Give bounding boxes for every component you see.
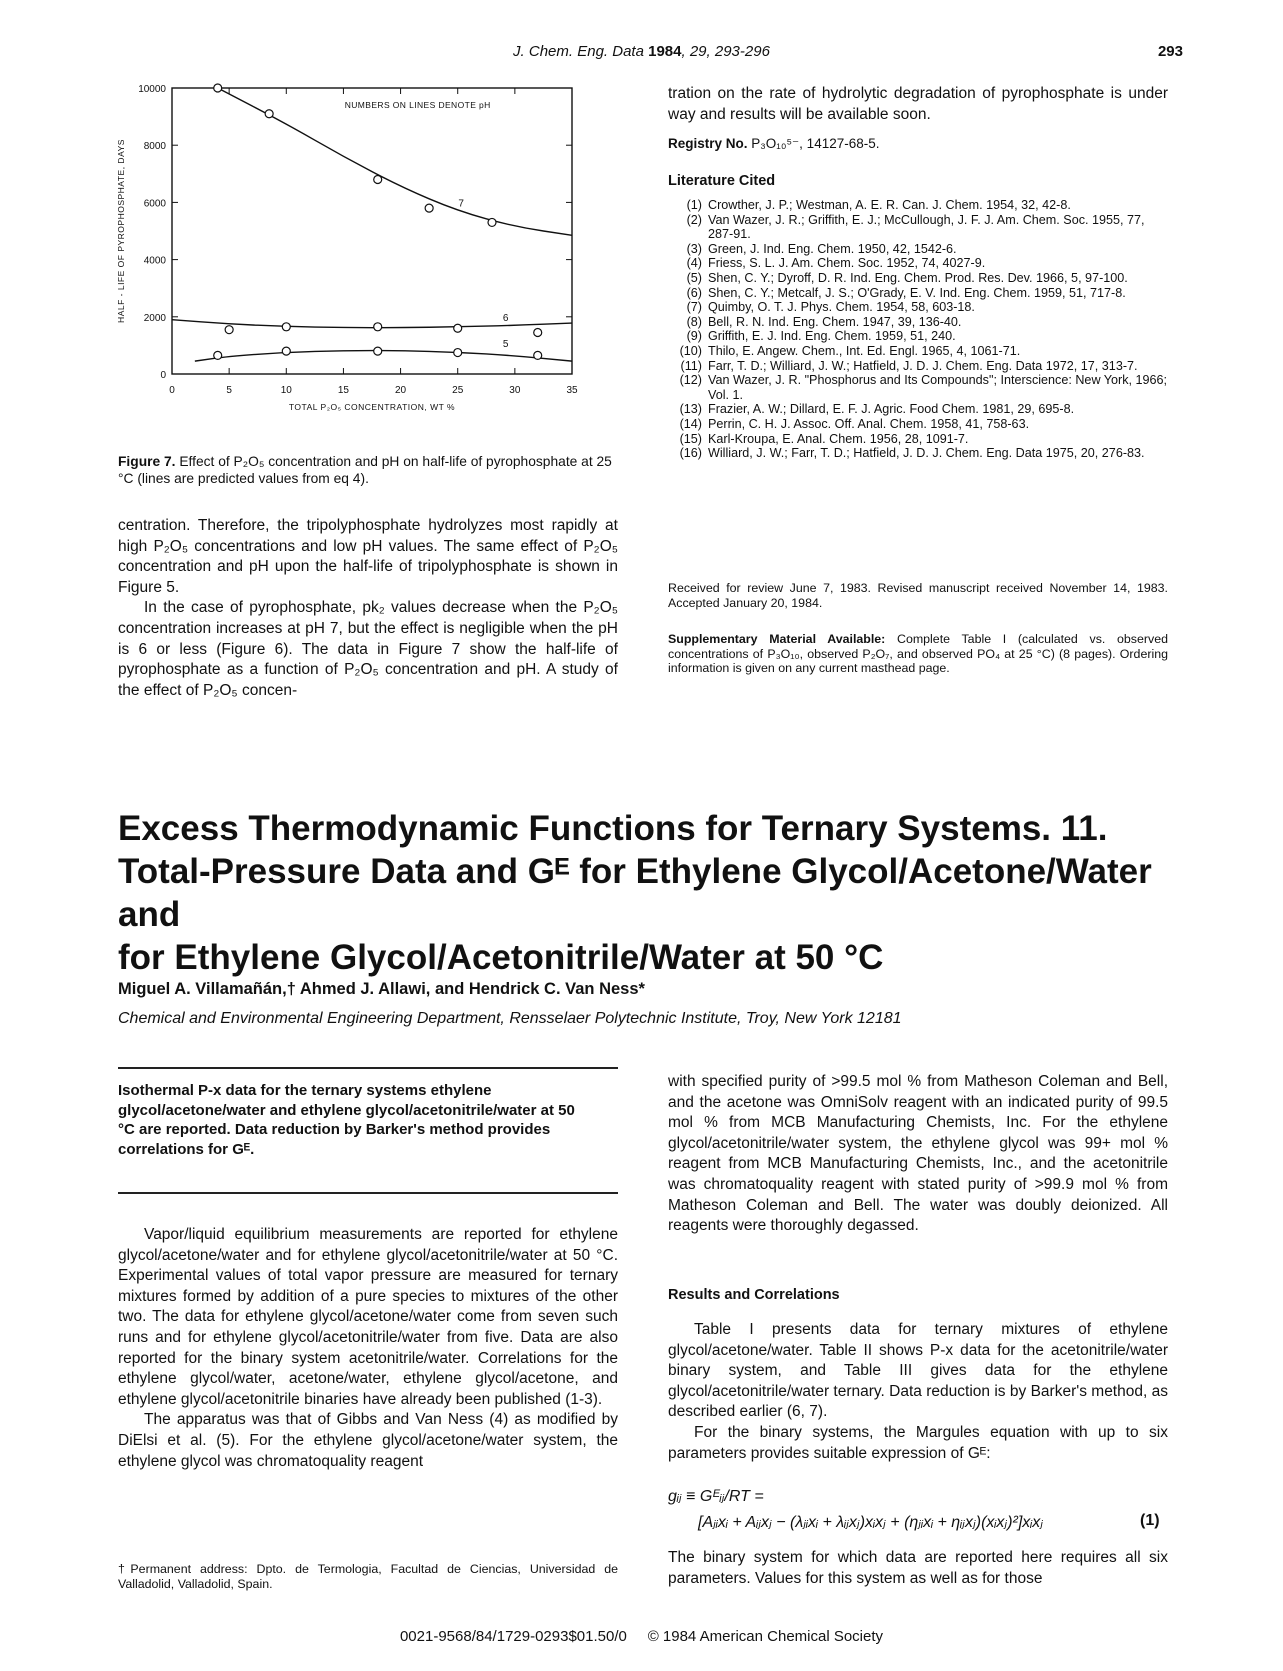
data-point-ph-7 — [265, 110, 273, 118]
journal-pages: 293-296 — [714, 43, 770, 60]
continuation-paragraph: tration on the rate of hydrolytic degradation of pyrophosphate is under way and results will be available soon. — [668, 85, 1168, 123]
title-line: Total-Pressure Data and Gᴱ for Ethylene Glycol/Acetone/Water and — [118, 852, 1152, 934]
reference-item — [668, 417, 1168, 432]
reference-number: (7) — [686, 300, 702, 315]
y-tick-label: 4000 — [143, 255, 166, 267]
figure-caption-label: Figure 7. — [118, 454, 176, 469]
journal-name: J. Chem. Eng. Data — [513, 43, 644, 60]
y-tick-label: 6000 — [143, 198, 166, 210]
paragraph: Table I presents data for ternary mixtures of ethylene glycol/acetone/water. Table II shows P-x data for the acetonitrile/water binary system, and Table III gives data for the ethylene glycol/acetonitrile/water ternary. Data reduction is by Barker's method, as described earlier (6, 7). — [668, 1321, 1168, 1421]
reference-number: (16) — [679, 446, 702, 461]
paragraph: centration. Therefore, the tripolyphosphate hydrolyzes most rapidly at high P₂O₅ concentrations and low pH values. The same effect of P₂O₅ concentration and pH upon the half-life of tripolyphosphate is shown in Figure 5. — [118, 517, 618, 596]
results-text — [668, 1320, 1168, 1464]
reference-number: (2) — [686, 212, 702, 227]
y-tick-label: 0 — [160, 370, 166, 381]
authors: Miguel A. Villamañán,† Ahmed J. Allawi, and Hendrick C. Van Ness* — [118, 980, 645, 998]
reference-number: (1) — [686, 198, 702, 212]
equation-number: (1) — [1140, 1512, 1160, 1529]
reference-text: Van Wazer, J. R. "Phosphorus and Its Compounds"; Interscience: New York, 1966; Vol. 1. — [708, 373, 1168, 402]
supplementary-text: Complete Table I (calculated vs. observed concentrations of P₃O₁₀, observed P₂O₇, and observed PO₄ at 25 °C) (8 pages). Ordering information is given on any current masthead page. — [668, 632, 1168, 676]
footnote: †Permanent address: Dpto. de Termologia, Facultad de Ciencias, Universidad de Valladolid, Valladolid, Spain. — [118, 1562, 618, 1591]
y-tick-label: 10000 — [138, 84, 166, 95]
page-number: 293 — [1157, 43, 1183, 60]
data-point-ph-5 — [374, 347, 382, 355]
reference-item — [668, 286, 1168, 301]
reference-text: Shen, C. Y.; Dyroff, D. R. Ind. Eng. Chem. Prod. Res. Dev. 1966, 5, 97-100. — [708, 270, 1128, 285]
figure-caption-text: Effect of P₂O₅ concentration and pH on half-life of pyrophosphate at 25 °C (lines are predicted values from eq 4). — [118, 454, 612, 486]
data-point-ph-5 — [282, 347, 290, 355]
supplementary-note — [668, 632, 1168, 676]
paragraph: In the case of pyrophosphate, pk₂ values decrease when the P₂O₅ concentration increases at pH 7, but the effect is negligible when the pH is 6 or less (Figure 6). The data in Figure 7 show the half-life of pyrophosphate as a function of P₂O₅ concentration and pH. A study of the effect of P₂O₅ concen- — [118, 599, 618, 699]
reference-number: (13) — [679, 402, 702, 417]
reference-item — [668, 446, 1168, 461]
reference-number: (4) — [686, 256, 702, 271]
left-body-text — [118, 1225, 618, 1472]
running-header: J. Chem. Eng. Data 1984, 29, 293-296 — [513, 43, 770, 60]
reference-item — [668, 300, 1168, 315]
journal-year: 1984 — [648, 43, 682, 60]
reference-item — [668, 256, 1168, 271]
paragraph: The apparatus was that of Gibbs and Van Ness (4) as modified by DiElsi et al. (5). For the ethylene glycol/acetone/water system, the ethylene glycol was chromatoquality reagent — [118, 1411, 618, 1470]
title-line: Excess Thermodynamic Functions for Ternary Systems. 11. — [118, 809, 1108, 848]
registry-line — [668, 137, 1168, 152]
y-tick-label: 2000 — [143, 312, 166, 324]
x-tick-label: 20 — [395, 385, 407, 396]
reference-text: Karl-Kroupa, E. Anal. Chem. 1956, 28, 1091-7. — [708, 431, 969, 446]
abstract: Isothermal P-x data for the ternary systems ethylene glycol/acetone/water and ethylene glycol/acetonitrile/water at 50 °C are reported. Data reduction by Barker's method provides correlations for Gᴱ. — [118, 1082, 575, 1158]
registry-text: P₃O₁₀⁵⁻, 14127-68-5. — [751, 136, 880, 151]
supplementary-label: Supplementary Material Available: — [668, 632, 886, 646]
data-point-ph-6 — [374, 323, 382, 331]
reference-item — [668, 402, 1168, 417]
results-heading: Results and Correlations — [668, 1287, 840, 1303]
reference-item — [668, 213, 1168, 242]
registry-label: Registry No. — [668, 136, 748, 151]
reference-number: (12) — [679, 373, 702, 388]
abstract-rule-top — [118, 1067, 618, 1069]
reference-text: Thilo, E. Angew. Chem., Int. Ed. Engl. 1965, 4, 1061-71. — [708, 343, 1021, 358]
reference-number: (15) — [679, 431, 702, 446]
closing-paragraph: The binary system for which data are reported here requires all six parameters. Values for this system as well as for those — [668, 1549, 1168, 1587]
journal-volume: 29 — [689, 43, 707, 60]
reference-text: Bell, R. N. Ind. Eng. Chem. 1947, 39, 136-40. — [708, 314, 962, 329]
reference-item — [668, 359, 1168, 374]
x-tick-label: 25 — [452, 385, 464, 396]
x-tick-label: 0 — [169, 385, 175, 396]
reference-number: (11) — [680, 358, 702, 373]
data-point-ph-5 — [214, 351, 222, 359]
x-tick-label: 35 — [566, 385, 578, 396]
equation-line-1: gᵢⱼ ≡ Gᴱᵢⱼ/RT = — [668, 1488, 764, 1505]
reference-text: Perrin, C. H. J. Assoc. Off. Anal. Chem. 1958, 41, 758-63. — [708, 416, 1030, 431]
reference-item — [668, 315, 1168, 330]
series-curve-ph-5 — [195, 351, 572, 362]
reference-item — [668, 242, 1168, 257]
data-point-ph-7 — [425, 204, 433, 212]
data-point-ph-6 — [454, 324, 462, 332]
paragraph: Vapor/liquid equilibrium measurements are reported for ethylene glycol/acetone/water and for ethylene glycol/acetonitrile/water at 50 °C. Experimental values of total vapor pressure are measured for ternary mixtures formed by addition of a pure species to mixtures of the other two. The data for ethylene glycol/acetone/water come from seven such runs and for ethylene glycol/acetonitrile/water from five. Data are also reported for the binary system acetonitrile/water. Correlations for the ethylene glycol/water, acetone/water, ethylene glycol/acetone, and ethylene glycol/acetonitrile binaries have already been published (1-3). — [118, 1226, 618, 1408]
title-line: for Ethylene Glycol/Acetonitrile/Water at 50 °C — [118, 938, 884, 977]
article-title — [118, 807, 1178, 979]
left-top-text — [118, 516, 618, 701]
reference-item — [668, 344, 1168, 359]
footer-copyright: © 1984 American Chemical Society — [647, 1628, 884, 1645]
reference-list — [668, 198, 1168, 461]
reference-text: Green, J. Ind. Eng. Chem. 1950, 42, 1542-6. — [708, 241, 957, 256]
abstract-rule-bottom — [118, 1192, 618, 1194]
reference-item — [668, 432, 1168, 447]
reference-item — [668, 198, 1168, 213]
data-point-ph-5 — [534, 351, 542, 359]
curve-label: 6 — [502, 313, 509, 325]
affiliation: Chemical and Environmental Engineering Department, Rensselaer Polytechnic Institute, Troy, New York 12181 — [118, 1010, 902, 1027]
x-axis-label: TOTAL P₂O₅ CONCENTRATION, WT % — [288, 402, 456, 412]
y-axis-label: HALF - LIFE OF PYROPHOSPHATE, DAYS — [116, 139, 126, 323]
reference-item — [668, 329, 1168, 344]
right-body-text — [668, 1072, 1168, 1237]
reference-number: (3) — [686, 241, 702, 256]
reference-number: (10) — [679, 343, 702, 358]
reference-number: (8) — [686, 314, 702, 329]
curve-label: 5 — [502, 338, 509, 350]
equation-line-2: [Aⱼᵢxᵢ + Aᵢⱼxⱼ − (λⱼᵢxᵢ + λᵢⱼxⱼ)xᵢxⱼ + (ηⱼᵢxᵢ + ηᵢⱼxⱼ)(xᵢxⱼ)²]xᵢxⱼ — [698, 1514, 1044, 1531]
reference-text: Van Wazer, J. R.; Griffith, E. J.; McCullough, J. F. J. Am. Chem. Soc. 1955, 77, 287-91. — [708, 212, 1145, 242]
reference-number: (9) — [686, 329, 702, 344]
reference-text: Crowther, J. P.; Westman, A. E. R. Can. J. Chem. 1954, 32, 42-8. — [708, 198, 1071, 212]
reference-number: (5) — [686, 270, 702, 285]
figure-7-chart — [110, 80, 630, 452]
figure-caption — [118, 453, 616, 487]
received-note: Received for review June 7, 1983. Revised manuscript received November 14, 1983. Accepted January 20, 1984. — [668, 581, 1168, 610]
paragraph: with specified purity of >99.5 mol % from Matheson Coleman and Bell, and the acetone was OmniSolv reagent with an indicated purity of 99.5 mol % from MCB Manufacturing Chemists, Inc. For the ethylene glycol/acetonitrile/water system, the ethylene glycol was 99+ mol % reagent from MCB Manufacturing Chemists, Inc., and the acetonitrile was chromatoquality reagent with stated purity of >99.9 mol % from Matheson Coleman and Bell. The water was doubly deionized. All reagents were thoroughly degassed. — [668, 1073, 1168, 1235]
chart-annotation: NUMBERS ON LINES DENOTE pH — [344, 100, 491, 111]
data-point-ph-6 — [534, 329, 542, 337]
paragraph: For the binary systems, the Margules equation with up to six parameters provides suitable expression of Gᴱ: — [668, 1423, 1168, 1462]
reference-text: Frazier, A. W.; Dillard, E. F. J. Agric. Food Chem. 1981, 29, 695-8. — [708, 402, 1075, 417]
data-point-ph-7 — [214, 84, 222, 92]
reference-number: (14) — [679, 416, 702, 431]
x-tick-label: 10 — [280, 385, 292, 396]
reference-text: Williard, J. W.; Farr, T. D.; Hatfield, J. D. J. Chem. Eng. Data 1975, 20, 276-83. — [708, 446, 1145, 461]
reference-number: (6) — [686, 285, 702, 300]
data-point-ph-7 — [374, 176, 382, 184]
reference-text: Friess, S. L. J. Am. Chem. Soc. 1952, 74, 4027-9. — [708, 256, 986, 271]
reference-item — [668, 271, 1168, 286]
x-tick-label: 5 — [226, 385, 232, 396]
x-tick-label: 30 — [509, 385, 521, 396]
reference-text: Griffith, E. J. Ind. Eng. Chem. 1959, 51, 240. — [708, 329, 956, 344]
reference-text: Farr, T. D.; Williard, J. W.; Hatfield, J. D. J. Chem. Eng. Data 1972, 17, 313-7. — [708, 358, 1138, 373]
literature-heading: Literature Cited — [668, 173, 776, 189]
x-tick-label: 15 — [337, 385, 349, 396]
page-footer — [0, 1628, 1283, 1645]
reference-item — [668, 373, 1168, 402]
reference-text: Quimby, O. T. J. Phys. Chem. 1954, 58, 603-18. — [708, 300, 975, 315]
curve-label: 7 — [458, 198, 464, 210]
y-tick-label: 8000 — [143, 141, 166, 153]
reference-text: Shen, C. Y.; Metcalf, J. S.; O'Grady, E. V. Ind. Eng. Chem. 1959, 51, 717-8. — [708, 285, 1126, 300]
data-point-ph-6 — [225, 326, 233, 334]
footer-code: 0021-9568/84/1729-0293$01.50/0 — [399, 1628, 627, 1645]
data-point-ph-5 — [454, 349, 462, 357]
data-point-ph-6 — [282, 323, 290, 331]
data-point-ph-7 — [488, 218, 496, 226]
